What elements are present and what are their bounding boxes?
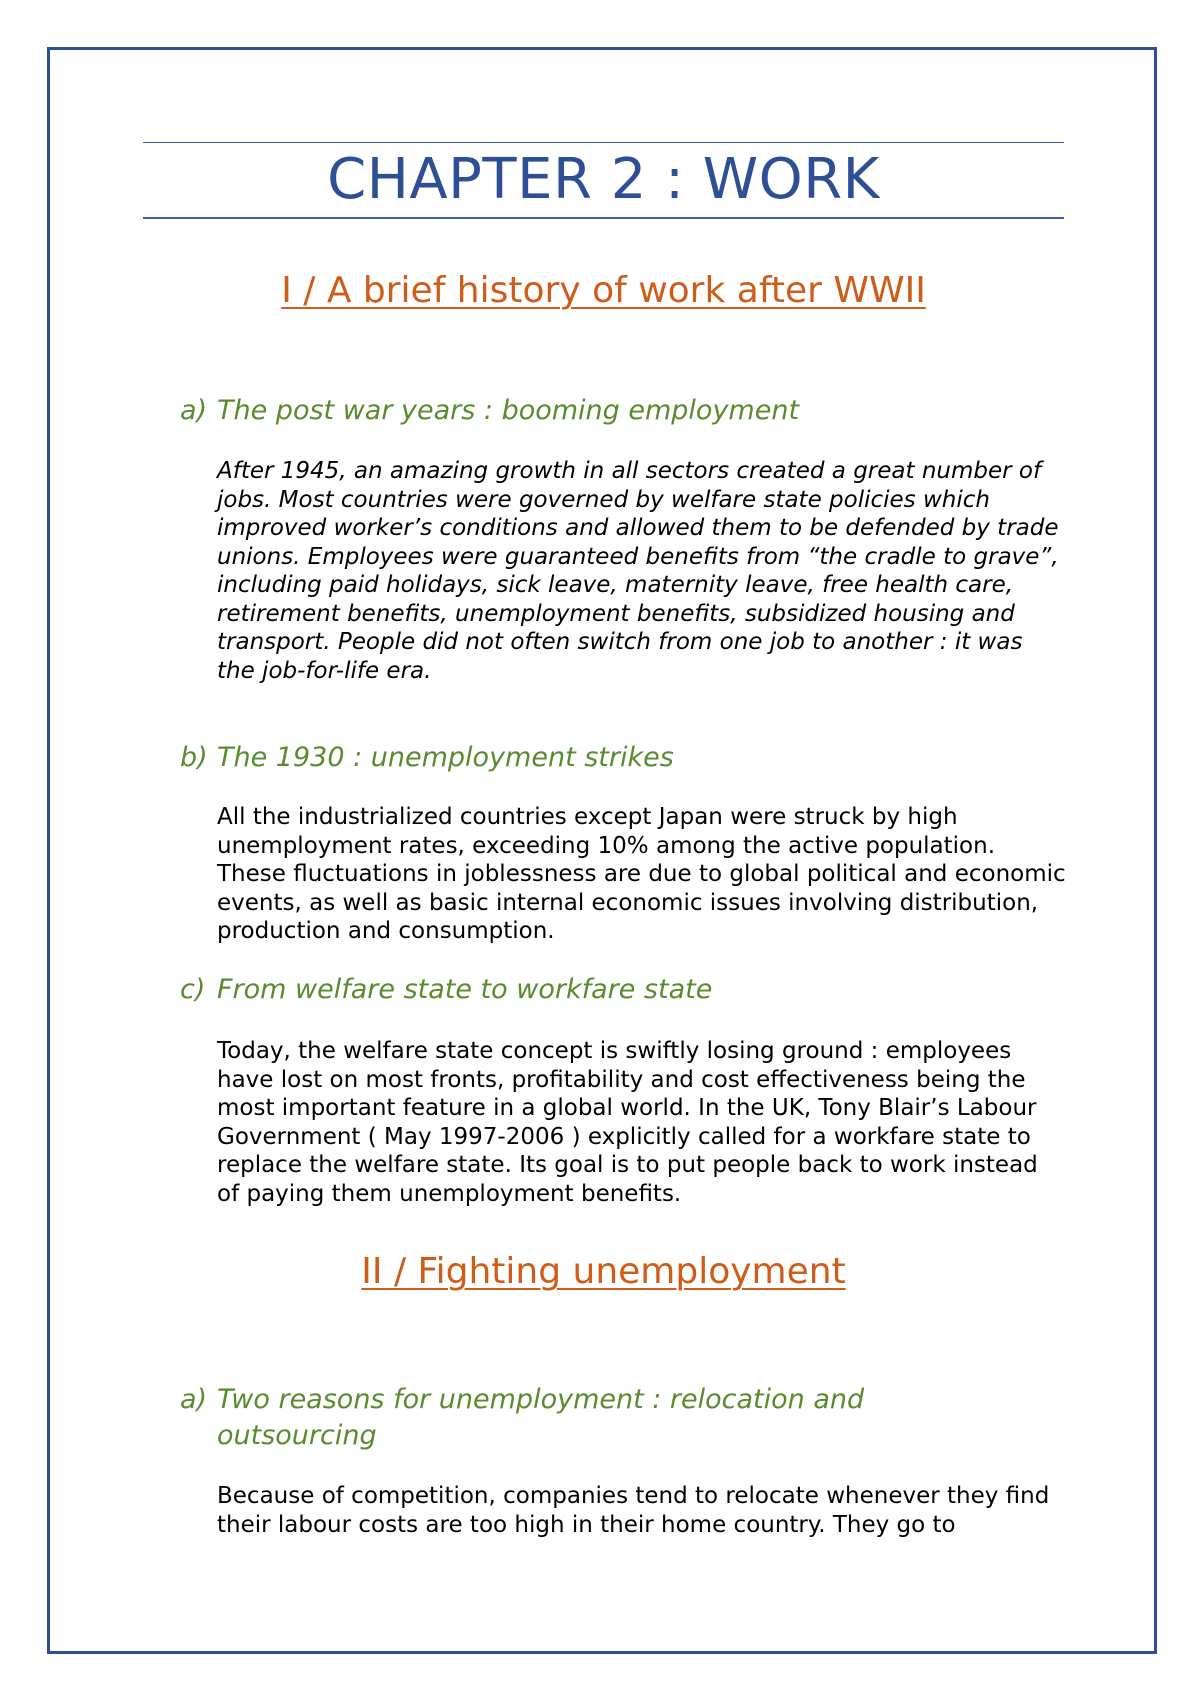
section-1b-title: The 1930 : unemployment strikes [217,742,674,773]
section-1a-paragraph: After 1945, an amazing growth in all sectors created a great number of jobs. Most countries were governed by welfare state policies which improved worker’s conditions and allowed them to be defended by trade unions. Employees were guaranteed benefits from “the cradle to grave”, including paid holidays, sick leave, maternity leave, free health care, retirement benefits, unemployment benefits, subsidized housing and transport. People did not often switch from one job to another : it was the job-for-life era. [217,458,1059,684]
section-2a-paragraph: Because of competition, companies tend to relocate whenever they find their labour costs are too high in their home country. They go to [217,1483,1050,1538]
section-2a-title: Two reasons for unemployment : relocation and outsourcing [217,1384,865,1451]
section-1c-letter: c) [180,974,206,1005]
section-1a-heading [180,393,1040,429]
section-1a-letter: a) [180,395,208,426]
section-1a-title: The post war years : booming employment [217,395,800,426]
section-1c-paragraph: Today, the welfare state concept is swiftly losing ground : employees have lost on most fronts, profitability and cost effectiveness being the most important feature in a global world. In the UK, Tony Blair’s Labour Government ( May 1997-2006 ) explicitly called for a workfare state to replace the welfare state. Its goal is to put people back to work instead of paying them unemployment benefits. [217,1038,1038,1207]
section-1c-heading [180,972,1040,1008]
title-rule-top [143,142,1064,143]
section-1c-title: From welfare state to workfare state [217,974,713,1005]
part-1-heading: I / A brief history of work after WWII [281,270,926,311]
section-1b-letter: b) [180,742,208,773]
title-rule-bottom [143,217,1064,219]
section-1b-heading [180,740,1040,776]
section-2a-letter: a) [180,1384,208,1415]
part-2-heading: II / Fighting unemployment [361,1251,846,1292]
section-1b-paragraph: All the industrialized countries except Japan were struck by high unemployment rates, exceeding 10% among the active population. These fluctuations in joblessness are due to global political and economic events, as well as basic internal economic issues involving distribution, production and consumption. [217,804,1066,944]
chapter-title: CHAPTER 2 : WORK [327,147,880,212]
section-2a-heading [180,1382,1000,1454]
